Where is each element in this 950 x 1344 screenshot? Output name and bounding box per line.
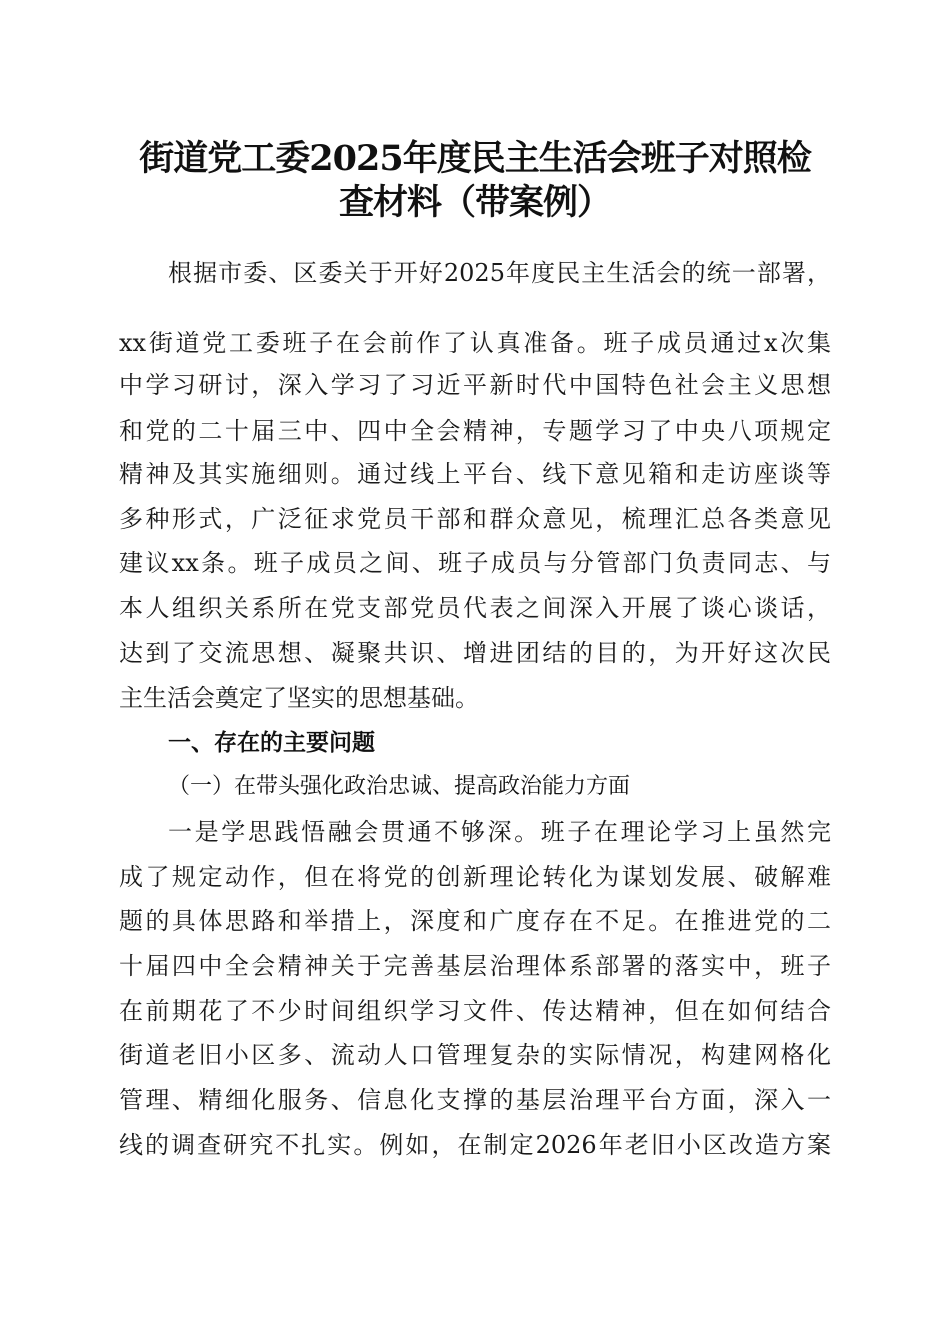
intro-paragraph-line: 建议xx条。班子成员之间、班子成员与分管部门负责同志、与: [119, 549, 831, 577]
body-paragraph-line: 成了规定动作，但在将党的创新理论转化为谋划发展、破解难: [119, 863, 831, 891]
body-paragraph-line: 十届四中全会精神关于完善基层治理体系部署的落实中，班子: [119, 952, 831, 980]
intro-paragraph-line: xx街道党工委班子在会前作了认真准备。班子成员通过x次集: [119, 329, 831, 357]
section-heading: 一、存在的主要问题: [168, 730, 375, 756]
body-paragraph-line: 题的具体思路和举措上，深度和广度存在不足。在推进党的二: [119, 907, 831, 935]
subsection-heading: （一）在带头强化政治忠诚、提高政治能力方面: [168, 774, 631, 799]
intro-paragraph-line: 根据市委、区委关于开好2025年度民主生活会的统一部署，: [168, 259, 831, 287]
document-title-line-1: 街道党工委2025年度民主生活会班子对照检: [139, 138, 811, 179]
document-title-line-2: 查材料（带案例）: [338, 182, 611, 223]
intro-paragraph-line: 精神及其实施细则。通过线上平台、线下意见箱和走访座谈等: [119, 460, 831, 488]
intro-paragraph-line: 多种形式，广泛征求党员干部和群众意见，梳理汇总各类意见: [119, 505, 831, 533]
intro-paragraph-line: 和党的二十届三中、四中全会精神，专题学习了中央八项规定: [119, 417, 831, 445]
body-paragraph-line: 在前期花了不少时间组织学习文件、传达精神，但在如何结合: [119, 997, 831, 1025]
body-paragraph-line: 一是学思践悟融会贯通不够深。班子在理论学习上虽然完: [168, 818, 831, 846]
intro-paragraph-line: 本人组织关系所在党支部党员代表之间深入开展了谈心谈话，: [119, 594, 831, 622]
body-paragraph-line: 街道老旧小区多、流动人口管理复杂的实际情况，构建网格化: [119, 1041, 831, 1069]
body-paragraph-line: 线的调查研究不扎实。例如，在制定2026年老旧小区改造方案: [119, 1131, 831, 1159]
intro-paragraph-line: 中学习研讨，深入学习了习近平新时代中国特色社会主义思想: [119, 371, 831, 399]
body-paragraph-line: 管理、精细化服务、信息化支撑的基层治理平台方面，深入一: [119, 1086, 831, 1114]
intro-paragraph-line: 主生活会奠定了坚实的思想基础。: [119, 684, 479, 712]
intro-paragraph-line: 达到了交流思想、凝聚共识、增进团结的目的，为开好这次民: [119, 639, 831, 667]
